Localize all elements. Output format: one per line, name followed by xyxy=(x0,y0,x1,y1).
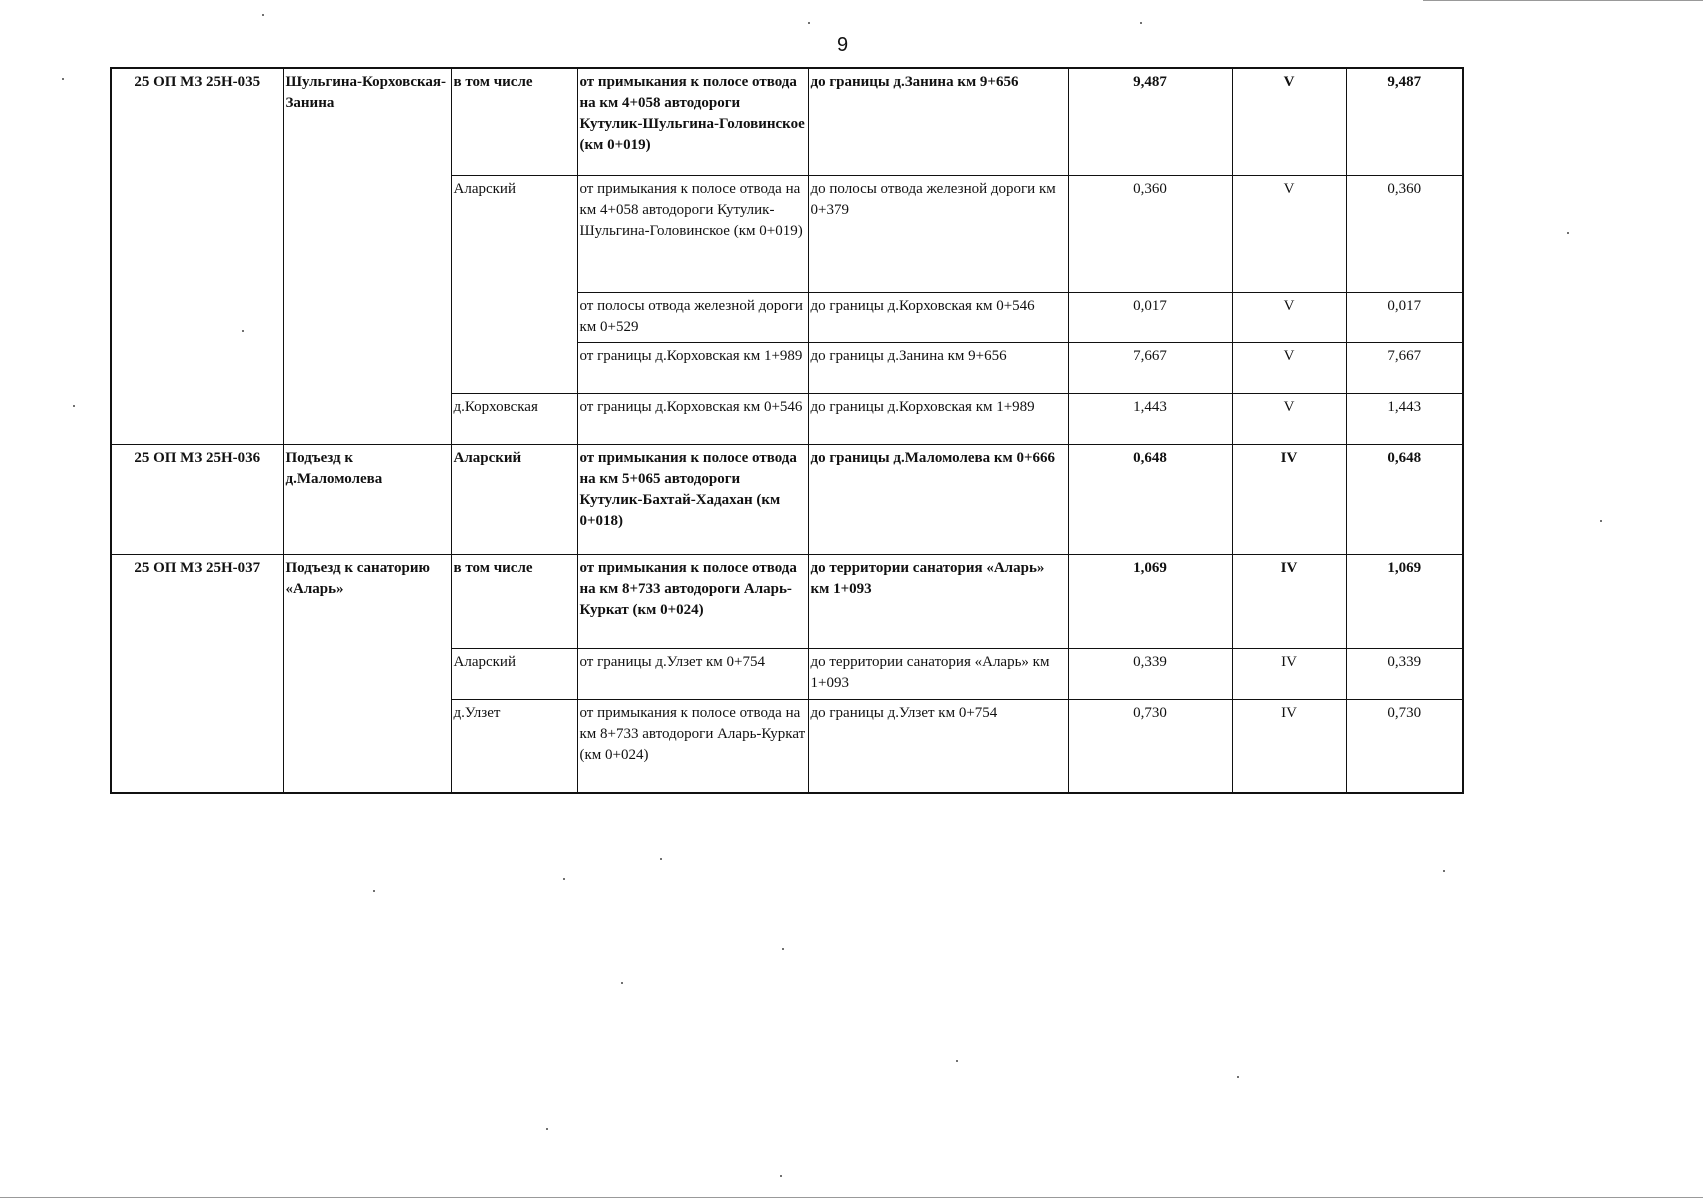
scan-speck xyxy=(621,982,623,984)
from-cell: от примыкания к полосе отвода на км 4+058 автодороги Кутулик-Шульгина-Головинское (км 0+019) xyxy=(577,175,808,292)
total-cell: 0,730 xyxy=(1346,699,1463,793)
length-cell: 0,339 xyxy=(1068,648,1232,699)
to-cell: до территории санатория «Аларь» км 1+093 xyxy=(808,648,1068,699)
table-row xyxy=(111,444,1463,554)
area-cell: д.Улзет xyxy=(451,699,577,793)
category-cell: IV xyxy=(1232,554,1346,648)
area-cell: Аларский xyxy=(451,648,577,699)
total-cell: 0,648 xyxy=(1346,444,1463,554)
to-cell: до полосы отвода железной дороги км 0+379 xyxy=(808,175,1068,292)
road-code: 25 ОП МЗ 25Н-037 xyxy=(111,554,283,793)
category-cell: V xyxy=(1232,68,1346,175)
scan-speck xyxy=(808,22,810,24)
to-cell: до границы д.Корховская км 1+989 xyxy=(808,393,1068,444)
length-cell: 0,017 xyxy=(1068,292,1232,342)
from-cell: от полосы отвода железной дороги км 0+529 xyxy=(577,292,808,342)
to-cell: до территории санатория «Аларь» км 1+093 xyxy=(808,554,1068,648)
category-cell: V xyxy=(1232,175,1346,292)
to-cell: до границы д.Корховская км 0+546 xyxy=(808,292,1068,342)
from-cell: от примыкания к полосе отвода на км 8+733 автодороги Аларь-Куркат (км 0+024) xyxy=(577,554,808,648)
table-row xyxy=(111,554,1463,648)
from-cell: от примыкания к полосе отвода на км 5+065 автодороги Кутулик-Бахтай-Хадахан (км 0+018) xyxy=(577,444,808,554)
scan-speck xyxy=(780,1175,782,1177)
scan-edge-bottom xyxy=(0,1197,1703,1198)
to-cell: до границы д.Маломолева км 0+666 xyxy=(808,444,1068,554)
from-cell: от границы д.Корховская км 1+989 xyxy=(577,342,808,393)
to-cell: до границы д.Занина км 9+656 xyxy=(808,68,1068,175)
scan-speck xyxy=(1443,870,1445,872)
road-name: Подъезд к д.Маломолева xyxy=(283,444,451,554)
length-cell: 0,360 xyxy=(1068,175,1232,292)
scan-speck xyxy=(660,858,662,860)
scan-speck xyxy=(956,1060,958,1062)
roads-table xyxy=(110,67,1464,794)
area-cell: Аларский xyxy=(451,175,577,393)
to-cell: до границы д.Улзет км 0+754 xyxy=(808,699,1068,793)
area-cell: д.Корховская xyxy=(451,393,577,444)
total-cell: 0,360 xyxy=(1346,175,1463,292)
scan-speck xyxy=(546,1128,548,1130)
category-cell: IV xyxy=(1232,648,1346,699)
scan-speck xyxy=(782,948,784,950)
length-cell: 0,730 xyxy=(1068,699,1232,793)
total-cell: 0,017 xyxy=(1346,292,1463,342)
category-cell: IV xyxy=(1232,444,1346,554)
scan-speck xyxy=(73,405,75,407)
category-cell: V xyxy=(1232,342,1346,393)
length-cell: 7,667 xyxy=(1068,342,1232,393)
category-cell: V xyxy=(1232,393,1346,444)
length-cell: 1,069 xyxy=(1068,554,1232,648)
length-cell: 1,443 xyxy=(1068,393,1232,444)
scan-speck xyxy=(1140,22,1142,24)
from-cell: от примыкания к полосе отвода на км 8+733 автодороги Аларь-Куркат (км 0+024) xyxy=(577,699,808,793)
total-cell: 7,667 xyxy=(1346,342,1463,393)
scan-speck xyxy=(1600,520,1602,522)
length-cell: 0,648 xyxy=(1068,444,1232,554)
area-cell: в том числе xyxy=(451,68,577,175)
from-cell: от примыкания к полосе отвода на км 4+058 автодороги Кутулик-Шульгина-Головинское (км 0+019) xyxy=(577,68,808,175)
scan-speck xyxy=(242,330,244,332)
road-code: 25 ОП МЗ 25Н-035 xyxy=(111,68,283,444)
table-row xyxy=(111,68,1463,175)
total-cell: 9,487 xyxy=(1346,68,1463,175)
road-name: Шульгина-Корховская-Занина xyxy=(283,68,451,444)
area-cell: в том числе xyxy=(451,554,577,648)
scan-speck xyxy=(373,890,375,892)
scan-edge-top xyxy=(1423,0,1703,1)
length-cell: 9,487 xyxy=(1068,68,1232,175)
scan-speck xyxy=(1567,232,1569,234)
page-number: 9 xyxy=(836,34,849,56)
from-cell: от границы д.Улзет км 0+754 xyxy=(577,648,808,699)
scan-speck xyxy=(563,878,565,880)
road-code: 25 ОП МЗ 25Н-036 xyxy=(111,444,283,554)
scan-speck xyxy=(262,14,264,16)
from-cell: от границы д.Корховская км 0+546 xyxy=(577,393,808,444)
category-cell: V xyxy=(1232,292,1346,342)
total-cell: 0,339 xyxy=(1346,648,1463,699)
scan-speck xyxy=(62,78,64,80)
scan-speck xyxy=(1237,1076,1239,1078)
road-name: Подъезд к санаторию «Аларь» xyxy=(283,554,451,793)
total-cell: 1,069 xyxy=(1346,554,1463,648)
category-cell: IV xyxy=(1232,699,1346,793)
to-cell: до границы д.Занина км 9+656 xyxy=(808,342,1068,393)
total-cell: 1,443 xyxy=(1346,393,1463,444)
area-cell: Аларский xyxy=(451,444,577,554)
